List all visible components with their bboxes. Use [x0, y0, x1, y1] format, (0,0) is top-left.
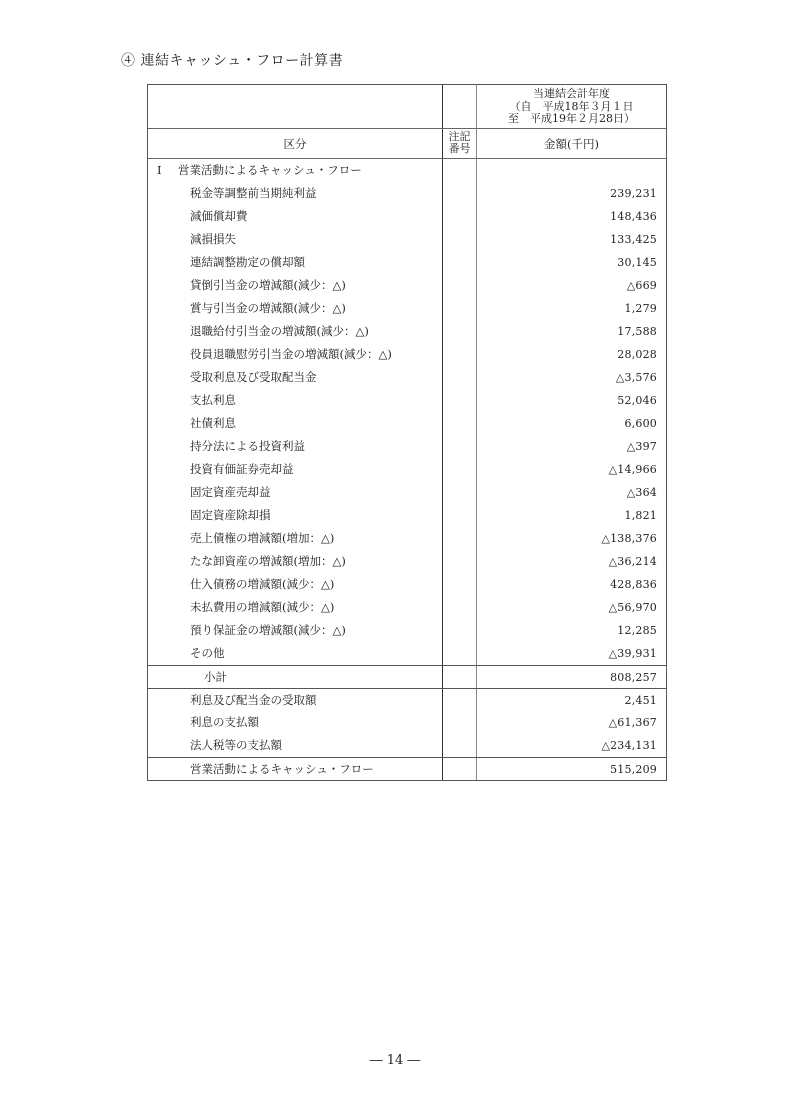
note-cell [443, 458, 477, 481]
note-cell [443, 251, 477, 274]
period-to: 至 平成19年２月28日） [508, 112, 635, 125]
table-row [148, 734, 666, 757]
note-cell [443, 205, 477, 228]
note-cell [443, 274, 477, 297]
table-row [148, 182, 666, 205]
note-cell [443, 435, 477, 458]
note-cell [443, 343, 477, 366]
row-label: 利息の支払額 [190, 715, 259, 729]
note-cell [443, 711, 477, 734]
table-body [148, 159, 666, 780]
row-amount: △364 [626, 486, 657, 499]
row-amount: △138,376 [601, 532, 657, 545]
row-amount: 6,600 [624, 417, 657, 430]
total-row [148, 757, 666, 780]
row-amount: 17,588 [617, 325, 657, 338]
column-header-note: 注記 番号 [443, 129, 477, 158]
note-cell [443, 619, 477, 642]
table-row [148, 573, 666, 596]
row-label: 減損損失 [190, 232, 236, 246]
table-row [148, 366, 666, 389]
row-label: 利息及び配当金の受取額 [190, 693, 317, 707]
note-cell [443, 389, 477, 412]
row-amount: 239,231 [610, 187, 657, 200]
table-row [148, 389, 666, 412]
row-label: 連結調整勘定の償却額 [190, 255, 305, 269]
note-cell [443, 550, 477, 573]
note-cell [443, 734, 477, 757]
row-amount: 148,436 [610, 210, 657, 223]
row-amount: 133,425 [610, 233, 657, 246]
row-amount: △36,214 [608, 555, 657, 568]
row-amount: 52,046 [617, 394, 657, 407]
row-label: 役員退職慰労引当金の増減額(減少：△) [190, 347, 392, 361]
table-row [148, 458, 666, 481]
note-cell [443, 596, 477, 619]
table-row [148, 481, 666, 504]
row-amount: 1,821 [624, 509, 657, 522]
note-cell [443, 504, 477, 527]
note-cell [443, 666, 477, 688]
row-amount: 808,257 [610, 671, 657, 684]
row-label: 固定資産売却益 [190, 485, 271, 499]
table-header-columns [148, 129, 666, 159]
note-cell [443, 527, 477, 550]
row-amount: 28,028 [617, 348, 657, 361]
subtotal-row [148, 665, 666, 688]
row-label: その他 [190, 646, 225, 660]
row-label: 仕入債務の増減額(減少：△) [190, 577, 335, 591]
table-row [148, 205, 666, 228]
row-amount: 2,451 [624, 694, 657, 707]
row-amount: 428,836 [610, 578, 657, 591]
note-cell [443, 412, 477, 435]
period-from: （自 平成18年３月１日 [509, 99, 634, 113]
row-label: 社債利息 [190, 416, 236, 430]
row-amount: 1,279 [624, 302, 657, 315]
row-amount: 12,285 [617, 624, 657, 637]
cash-flow-table [147, 84, 667, 781]
note-cell [443, 366, 477, 389]
section-heading-row [148, 159, 666, 182]
table-row [148, 435, 666, 458]
row-label: 小計 [204, 670, 227, 684]
row-label: 投資有価証券売却益 [190, 462, 294, 476]
row-amount: 30,145 [617, 256, 657, 269]
row-label: 支払利息 [190, 393, 236, 407]
table-row [148, 688, 666, 711]
row-label: 売上債権の増減額(増加：△) [190, 531, 335, 545]
note-cell [443, 689, 477, 711]
note-cell [443, 228, 477, 251]
table-row [148, 642, 666, 665]
row-label: 退職給付引当金の増減額(減少：△) [190, 324, 369, 338]
period-title: 当連結会計年度 [533, 87, 610, 100]
row-amount: △234,131 [601, 739, 657, 752]
row-amount: △397 [626, 440, 657, 453]
note-cell [443, 642, 477, 665]
row-label: 未払費用の増減額(減少：△) [190, 600, 335, 614]
table-header-period [148, 85, 666, 129]
row-label: 営業活動によるキャッシュ・フロー [190, 762, 374, 776]
table-row [148, 711, 666, 734]
row-amount: △39,931 [608, 647, 657, 660]
row-amount: 515,209 [610, 763, 657, 776]
row-label: 貸倒引当金の増減額(減少：△) [190, 278, 346, 292]
row-amount: △56,970 [608, 601, 657, 614]
row-label: たな卸資産の増減額(増加：△) [190, 554, 346, 568]
row-label: 賞与引当金の増減額(減少：△) [190, 301, 346, 315]
row-label: 持分法による投資利益 [190, 439, 305, 453]
row-amount: △3,576 [615, 371, 657, 384]
table-row [148, 228, 666, 251]
table-row [148, 320, 666, 343]
table-row [148, 412, 666, 435]
table-row [148, 550, 666, 573]
table-row [148, 251, 666, 274]
page-number: ― 14 ― [369, 1053, 421, 1068]
period-header [477, 85, 666, 128]
row-amount: △14,966 [608, 463, 657, 476]
row-label: 法人税等の支払額 [190, 738, 282, 752]
note-cell [443, 297, 477, 320]
table-row [148, 343, 666, 366]
row-label: 固定資産除却損 [190, 508, 271, 522]
table-row [148, 619, 666, 642]
table-row [148, 504, 666, 527]
row-label: 税金等調整前当期純利益 [190, 186, 317, 200]
document-title: ④ 連結キャッシュ・フロー計算書 [121, 53, 344, 69]
table-row [148, 297, 666, 320]
note-cell [443, 573, 477, 596]
section-label: 営業活動によるキャッシュ・フロー [178, 163, 362, 177]
table-row [148, 596, 666, 619]
row-amount: △61,367 [608, 716, 657, 729]
note-cell [443, 758, 477, 780]
column-header-category: 区分 [148, 129, 443, 158]
row-amount: △669 [626, 279, 657, 292]
note-cell [443, 182, 477, 205]
note-cell [443, 481, 477, 504]
column-header-amount: 金額(千円) [544, 137, 599, 151]
row-label: 減価償却費 [190, 209, 248, 223]
table-row [148, 274, 666, 297]
row-label: 受取利息及び受取配当金 [190, 370, 317, 384]
section-number: Ⅰ [157, 163, 162, 177]
note-cell [443, 320, 477, 343]
row-label: 預り保証金の増減額(減少：△) [190, 623, 346, 637]
table-row [148, 527, 666, 550]
